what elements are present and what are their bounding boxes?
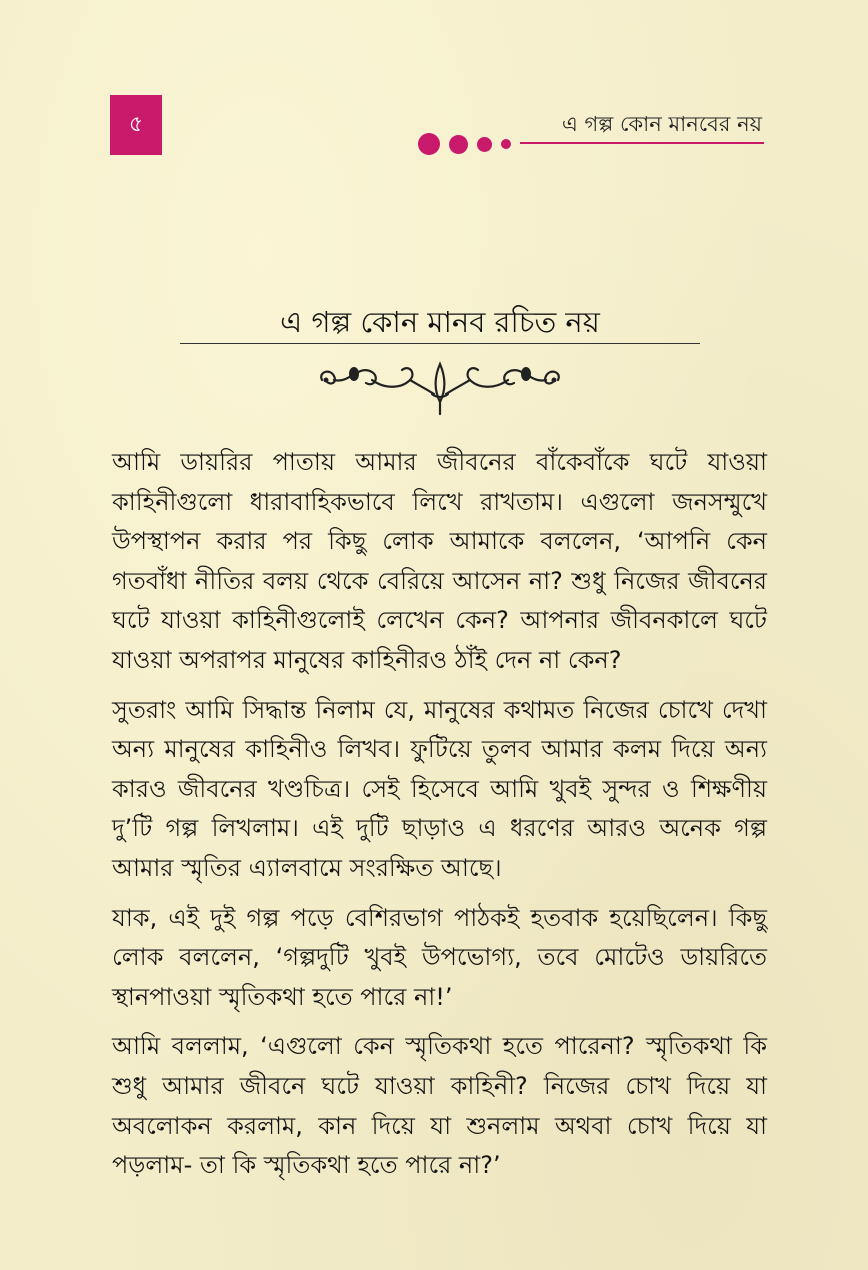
paragraph: আমি ডায়রির পাতায় আমার জীবনের বাঁকেবাঁকে ঘটে যাওয়া কাহিনীগুলো ধারাবাহিকভাবে লিখে রাখতাম। এগুলো জনসম্মুখে উপস্থাপন করার পর কিছু লোক আমাকে বললেন, ‘আপনি কেন গতবাঁধা নীতির বলয় থেকে বেরিয়ে আসেন না? শুধু নিজের জীবনের ঘটে যাওয়া কাহিনীগুলোই লেখেন কেন? আপনার জীবনকালে ঘটে যাওয়া অপরাপর মানুষের কাহিনীরও ঠাঁই দেন না কেন?	[112, 448, 767, 674]
running-head-rule	[520, 142, 764, 144]
decorative-dots-icon	[418, 133, 515, 155]
flourish-ornament-icon	[310, 350, 570, 420]
dot-icon	[477, 137, 492, 152]
body-text	[112, 443, 767, 1196]
dot-icon	[501, 139, 511, 149]
paragraph: সুতরাং আমি সিদ্ধান্ত নিলাম যে, মানুষের কথামত নিজের চোখে দেখা অন্য মানুষের কাহিনীও লিখব। ফুটিয়ে তুলব আমার কলম দিয়ে অন্য কারও জীবনের খণ্ডচিত্র। সেই হিসেবে আমি খুবই সুন্দর ও শিক্ষণীয় দু’টি গল্প লিখলাম। এই দুটি ছাড়াও এ ধরণের আরও অনেক গল্প আমার স্মৃতির এ্যালবামে সংরক্ষিত আছে।	[112, 695, 767, 882]
chapter-title: এ গল্প কোন মানব রচিত নয়	[280, 305, 600, 339]
dot-icon	[449, 135, 468, 154]
title-rule	[180, 343, 700, 344]
paragraph: যাক, এই দুই গল্প পড়ে বেশিরভাগ পাঠকই হতবাক হয়েছিলেন। কিছু লোক বললেন, ‘গল্পদুটি খুবই উপভোগ্য, তবে মোটেও ডায়রিতে স্থানপাওয়া স্মৃতিকথা হতে পারে না!’	[112, 903, 767, 1011]
page-number: ৫	[110, 95, 162, 155]
running-head: এ গল্প কোন মানবের নয়	[561, 112, 762, 136]
dot-icon	[418, 133, 440, 155]
paragraph: আমি বললাম, ‘এগুলো কেন স্মৃতিকথা হতে পারেনা? স্মৃতিকথা কি শুধু আমার জীবনে ঘটে যাওয়া কাহিনী? নিজের চোখ দিয়ে যা অবলোকন করলাম, কান দিয়ে যা শুনলাম অথবা চোখ দিয়ে যা পড়লাম- তা কি স্মৃতিকথা হতে পারে না?’	[112, 1032, 767, 1180]
